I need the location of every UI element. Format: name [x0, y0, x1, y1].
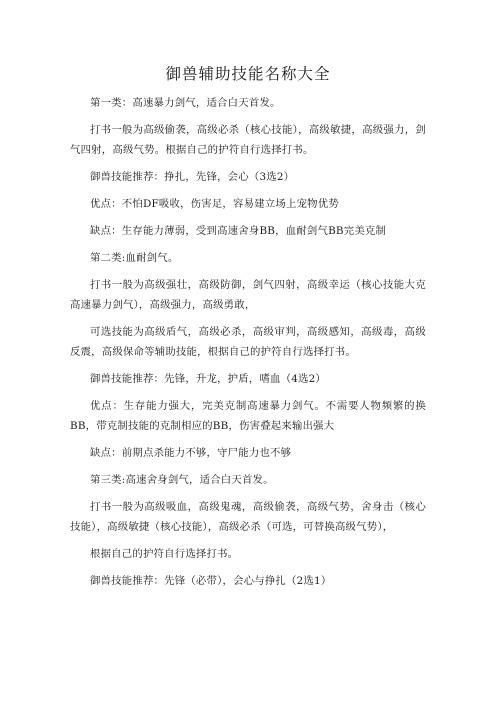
paragraph-category-2-pet-skills: 御兽技能推荐：先锋，升龙，护盾，嗜血（4选2） [90, 373, 327, 385]
paragraph-category-2-optional-skills: 可选技能为高级盾气，高级必杀，高级审判，高级感知，高级毒，高级反震，高级保命等辅助技能，根据自己的护符自行选择打书。 [70, 326, 426, 358]
paragraph-category-1-pros: 优点：不怕DF吸收，伤害足，容易建立场上宠物优势 [90, 198, 339, 210]
paragraph-category-3-pet-skills: 御兽技能推荐：先锋（必带），会心与挣扎（2选1） [90, 575, 332, 587]
document-title: 御兽辅助技能名称大全 [165, 65, 331, 83]
paragraph-category-2-heading: 第二类:血耐剑气。 [90, 252, 179, 264]
paragraph-category-1-skills: 打书一般为高级偷袭，高级必杀（核心技能），高级敏捷，高级强力，剑气四射，高级气势。根据自己的护符自行选择打书。 [70, 124, 426, 156]
paragraph-category-2-pros: 优点：生存能力强大，完美克制高速暴力剑气。不需要人物频繁的换BB，带克制技能的克制相应的BB，伤害叠起来输出强大 [70, 400, 426, 432]
paragraph-category-3-heading: 第三类:高速舍身剑气，适合白天首发。 [90, 474, 274, 486]
paragraph-category-3-skills: 打书一般为高级吸血，高级鬼魂，高级偷袭，高级气势，舍身击（核心技能），高级敏捷（核心技能），高级必杀（可选，可替换高级气势）， [70, 501, 426, 533]
paragraph-category-1-pet-skills: 御兽技能推荐：挣扎，先锋，会心（3选2） [90, 171, 295, 183]
paragraph-category-2-cons: 缺点：前期点杀能力不够，守尸能力也不够 [90, 447, 292, 459]
paragraph-category-3-note: 根据自己的护符自行选择打书。 [90, 548, 239, 560]
paragraph-category-2-skills: 打书一般为高级强壮，高级防御，剑气四射，高级幸运（核心技能大克高速暴力剑气），高级强力，高级勇敢， [70, 279, 426, 311]
paragraph-category-1-cons: 缺点：生存能力薄弱，受到高速舍身BB，血耐剑气BB完美克制 [90, 225, 387, 237]
paragraph-category-1-heading: 第一类：高速暴力剑气，适合白天首发。 [90, 97, 281, 109]
